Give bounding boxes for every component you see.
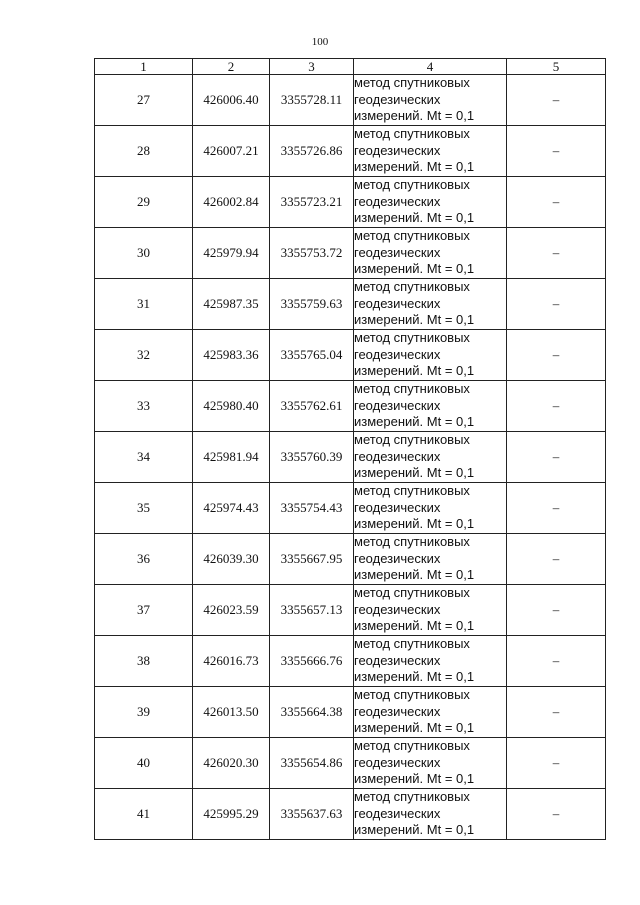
- column-header-3: 3: [270, 59, 354, 75]
- method-line: измерений. Mt = 0,1: [354, 771, 475, 786]
- method-line: метод спутниковых: [354, 483, 470, 498]
- method-line: геодезических: [354, 142, 441, 158]
- method-line: геодезических: [354, 601, 441, 617]
- method-cell: [354, 636, 507, 687]
- note-cell: –: [507, 534, 606, 585]
- note-cell: –: [507, 126, 606, 177]
- x-coordinate-cell: 426006.40: [193, 75, 270, 126]
- point-number-cell: 34: [95, 432, 193, 483]
- method-cell: [354, 432, 507, 483]
- column-header-5: 5: [507, 59, 606, 75]
- point-number-cell: 33: [95, 381, 193, 432]
- point-number-cell: 28: [95, 126, 193, 177]
- point-number-cell: 41: [95, 789, 193, 840]
- y-coordinate-cell: 3355759.63: [270, 279, 354, 330]
- table-row: [95, 228, 606, 279]
- method-line: геодезических: [354, 91, 441, 107]
- method-line: геодезических: [354, 703, 441, 719]
- method-line: измерений. Mt = 0,1: [354, 363, 475, 378]
- method-line: измерений. Mt = 0,1: [354, 261, 475, 276]
- y-coordinate-cell: 3355760.39: [270, 432, 354, 483]
- note-cell: –: [507, 177, 606, 228]
- method-line: метод спутниковых: [354, 738, 470, 753]
- method-line: метод спутниковых: [354, 687, 470, 702]
- method-line: геодезических: [354, 448, 441, 464]
- method-line: геодезических: [354, 754, 441, 770]
- method-line: метод спутниковых: [354, 75, 470, 90]
- method-line: измерений. Mt = 0,1: [354, 516, 475, 531]
- point-number-cell: 40: [95, 738, 193, 789]
- method-cell: [354, 330, 507, 381]
- x-coordinate-cell: 425979.94: [193, 228, 270, 279]
- method-cell: [354, 585, 507, 636]
- x-coordinate-cell: 426016.73: [193, 636, 270, 687]
- point-number-cell: 35: [95, 483, 193, 534]
- method-cell: [354, 738, 507, 789]
- method-cell: [354, 177, 507, 228]
- table-row: [95, 75, 606, 126]
- point-number-cell: 29: [95, 177, 193, 228]
- method-cell: [354, 75, 507, 126]
- note-cell: –: [507, 687, 606, 738]
- method-line: измерений. Mt = 0,1: [354, 312, 475, 327]
- y-coordinate-cell: 3355765.04: [270, 330, 354, 381]
- column-header-4: 4: [354, 59, 507, 75]
- y-coordinate-cell: 3355728.11: [270, 75, 354, 126]
- table-row: [95, 738, 606, 789]
- x-coordinate-cell: 426039.30: [193, 534, 270, 585]
- table-row: [95, 636, 606, 687]
- x-coordinate-cell: 425974.43: [193, 483, 270, 534]
- method-line: геодезических: [354, 193, 441, 209]
- y-coordinate-cell: 3355667.95: [270, 534, 354, 585]
- point-number-cell: 37: [95, 585, 193, 636]
- method-line: измерений. Mt = 0,1: [354, 414, 475, 429]
- note-cell: –: [507, 432, 606, 483]
- method-cell: [354, 381, 507, 432]
- column-header-2: 2: [193, 59, 270, 75]
- method-cell: [354, 687, 507, 738]
- x-coordinate-cell: 425995.29: [193, 789, 270, 840]
- method-cell: [354, 483, 507, 534]
- method-line: метод спутниковых: [354, 432, 470, 447]
- method-line: измерений. Mt = 0,1: [354, 669, 475, 684]
- method-line: метод спутниковых: [354, 126, 470, 141]
- point-number-cell: 32: [95, 330, 193, 381]
- method-cell: [354, 228, 507, 279]
- column-header-1: 1: [95, 59, 193, 75]
- method-line: измерений. Mt = 0,1: [354, 108, 475, 123]
- method-line: геодезических: [354, 397, 441, 413]
- page-number: 100: [311, 36, 329, 48]
- method-line: измерений. Mt = 0,1: [354, 822, 475, 837]
- method-cell: [354, 534, 507, 585]
- note-cell: –: [507, 75, 606, 126]
- y-coordinate-cell: 3355762.61: [270, 381, 354, 432]
- note-cell: –: [507, 279, 606, 330]
- x-coordinate-cell: 426023.59: [193, 585, 270, 636]
- method-line: метод спутниковых: [354, 330, 470, 345]
- x-coordinate-cell: 426002.84: [193, 177, 270, 228]
- note-cell: –: [507, 585, 606, 636]
- method-line: геодезических: [354, 499, 441, 515]
- table-row: [95, 687, 606, 738]
- table-row: [95, 432, 606, 483]
- method-line: метод спутниковых: [354, 381, 470, 396]
- table-row: [95, 279, 606, 330]
- table-row: [95, 330, 606, 381]
- table-row: [95, 381, 606, 432]
- y-coordinate-cell: 3355753.72: [270, 228, 354, 279]
- table-row: [95, 585, 606, 636]
- y-coordinate-cell: 3355657.13: [270, 585, 354, 636]
- x-coordinate-cell: 425987.35: [193, 279, 270, 330]
- y-coordinate-cell: 3355666.76: [270, 636, 354, 687]
- note-cell: –: [507, 789, 606, 840]
- table-header: [95, 59, 606, 75]
- point-number-cell: 31: [95, 279, 193, 330]
- method-line: измерений. Mt = 0,1: [354, 210, 475, 225]
- method-line: измерений. Mt = 0,1: [354, 567, 475, 582]
- point-number-cell: 38: [95, 636, 193, 687]
- point-number-cell: 30: [95, 228, 193, 279]
- table-row: [95, 177, 606, 228]
- method-line: метод спутниковых: [354, 228, 470, 243]
- point-number-cell: 27: [95, 75, 193, 126]
- method-line: измерений. Mt = 0,1: [354, 465, 475, 480]
- point-number-cell: 39: [95, 687, 193, 738]
- x-coordinate-cell: 425980.40: [193, 381, 270, 432]
- table-row: [95, 126, 606, 177]
- table-body: [95, 75, 606, 840]
- x-coordinate-cell: 425983.36: [193, 330, 270, 381]
- method-line: метод спутниковых: [354, 279, 470, 294]
- y-coordinate-cell: 3355637.63: [270, 789, 354, 840]
- coordinates-table: [94, 58, 606, 840]
- x-coordinate-cell: 426007.21: [193, 126, 270, 177]
- method-line: метод спутниковых: [354, 585, 470, 600]
- x-coordinate-cell: 425981.94: [193, 432, 270, 483]
- method-line: метод спутниковых: [354, 177, 470, 192]
- y-coordinate-cell: 3355726.86: [270, 126, 354, 177]
- method-line: метод спутниковых: [354, 789, 470, 804]
- method-line: метод спутниковых: [354, 636, 470, 651]
- note-cell: –: [507, 483, 606, 534]
- note-cell: –: [507, 636, 606, 687]
- method-line: геодезических: [354, 652, 441, 668]
- point-number-cell: 36: [95, 534, 193, 585]
- note-cell: –: [507, 738, 606, 789]
- note-cell: –: [507, 381, 606, 432]
- method-line: измерений. Mt = 0,1: [354, 720, 475, 735]
- method-line: геодезических: [354, 550, 441, 566]
- method-line: измерений. Mt = 0,1: [354, 159, 475, 174]
- table-row: [95, 789, 606, 840]
- method-line: измерений. Mt = 0,1: [354, 618, 475, 633]
- y-coordinate-cell: 3355723.21: [270, 177, 354, 228]
- y-coordinate-cell: 3355654.86: [270, 738, 354, 789]
- note-cell: –: [507, 228, 606, 279]
- method-line: геодезических: [354, 805, 441, 821]
- method-cell: [354, 279, 507, 330]
- method-line: геодезических: [354, 346, 441, 362]
- x-coordinate-cell: 426020.30: [193, 738, 270, 789]
- note-cell: –: [507, 330, 606, 381]
- y-coordinate-cell: 3355664.38: [270, 687, 354, 738]
- header-row: [95, 59, 606, 75]
- method-cell: [354, 789, 507, 840]
- x-coordinate-cell: 426013.50: [193, 687, 270, 738]
- method-line: геодезических: [354, 244, 441, 260]
- table-row: [95, 534, 606, 585]
- method-cell: [354, 126, 507, 177]
- table-row: [95, 483, 606, 534]
- method-line: геодезических: [354, 295, 441, 311]
- y-coordinate-cell: 3355754.43: [270, 483, 354, 534]
- method-line: метод спутниковых: [354, 534, 470, 549]
